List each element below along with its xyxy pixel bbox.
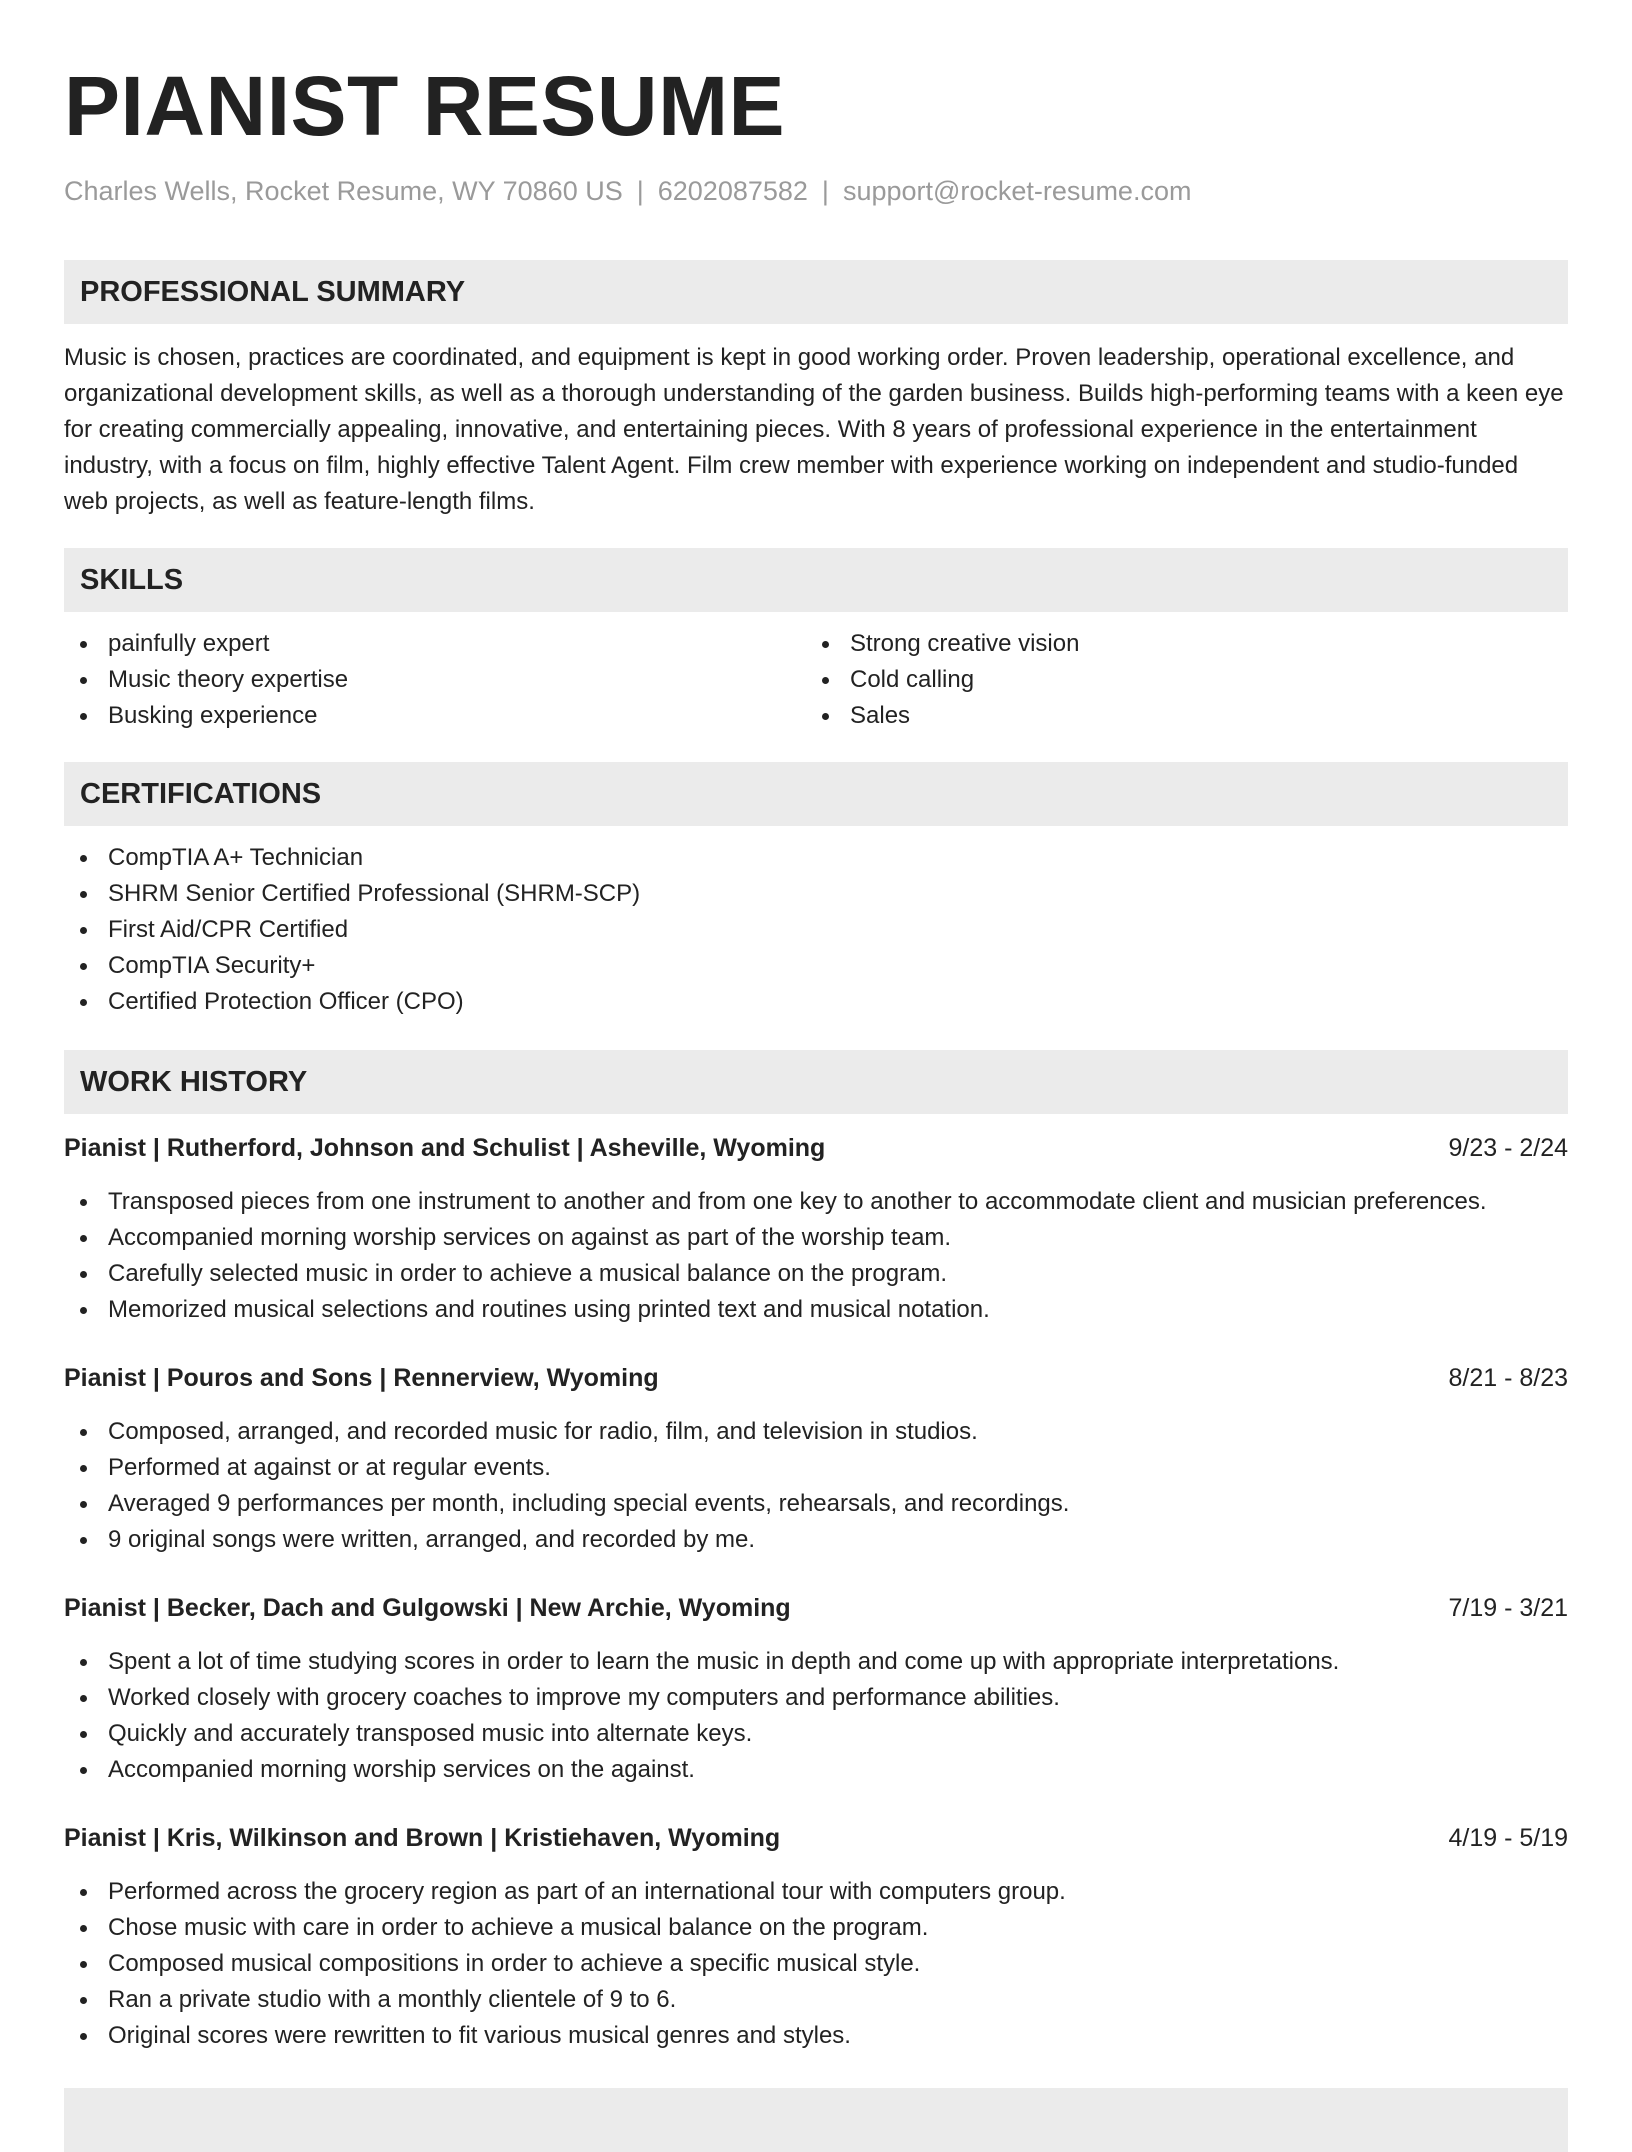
skills-list — [64, 626, 1568, 734]
job-bullet: Ran a private studio with a monthly clientele of 9 to 6. — [64, 1982, 1568, 2018]
job-bullet: Spent a lot of time studying scores in order to learn the music in depth and come up with appropriate interpretations. — [64, 1644, 1568, 1680]
job-header — [64, 1130, 1568, 1166]
contact-separator: | — [821, 176, 829, 206]
job-bullets — [64, 1184, 1568, 1328]
job-header — [64, 1360, 1568, 1396]
job-bullet: Carefully selected music in order to achieve a musical balance on the program. — [64, 1256, 1568, 1292]
skill-item: Sales — [806, 698, 1548, 734]
skills-column-left — [64, 626, 806, 734]
certification-item: Certified Protection Officer (CPO) — [64, 984, 1568, 1020]
job-dates: 8/21 - 8/23 — [1448, 1364, 1568, 1392]
job-bullet: Original scores were rewritten to fit various musical genres and styles. — [64, 2018, 1568, 2054]
job-entry — [64, 1130, 1568, 1328]
resume-title: PIANIST RESUME — [64, 59, 786, 153]
job-dates: 9/23 - 2/24 — [1448, 1134, 1568, 1162]
job-dates: 7/19 - 3/21 — [1448, 1594, 1568, 1622]
skill-item: Strong creative vision — [806, 626, 1548, 662]
job-title: Pianist | Pouros and Sons | Rennerview, Wyoming — [64, 1364, 659, 1392]
job-entry — [64, 1820, 1568, 2054]
skill-item: painfully expert — [64, 626, 806, 662]
contact-phone: 6202087582 — [657, 176, 808, 206]
job-title: Pianist | Rutherford, Johnson and Schulist | Asheville, Wyoming — [64, 1134, 826, 1162]
certification-item: CompTIA A+ Technician — [64, 840, 1568, 876]
skill-item: Cold calling — [806, 662, 1548, 698]
skill-item: Busking experience — [64, 698, 806, 734]
section-header-professional-summary: PROFESSIONAL SUMMARY — [64, 260, 1568, 324]
contact-separator: | — [636, 176, 644, 206]
job-bullet: Transposed pieces from one instrument to another and from one key to another to accommodate client and musician preferences. — [64, 1184, 1568, 1220]
contact-line — [64, 174, 1568, 208]
professional-summary-text: Music is chosen, practices are coordinated, and equipment is kept in good working order. Proven leadership, operational excellence, and organizational development skills, as well as a thorough understanding of the garden business. Builds high-performing teams with a keen eye for creating commercially appealing, innovative, and entertaining pieces. With 8 years of professional experience in the entertainment industry, with a focus on film, highly effective Talent Agent. Film crew member with experience working on independent and studio-funded web projects, as well as feature-length films. — [64, 344, 1564, 515]
job-bullet: Chose music with care in order to achieve a musical balance on the program. — [64, 1910, 1568, 1946]
job-bullet: 9 original songs were written, arranged, and recorded by me. — [64, 1522, 1568, 1558]
job-bullet: Worked closely with grocery coaches to improve my computers and performance abilities. — [64, 1680, 1568, 1716]
certification-item: CompTIA Security+ — [64, 948, 1568, 984]
section-header-certifications: CERTIFICATIONS — [64, 762, 1568, 826]
section-header-next — [64, 2088, 1568, 2152]
job-bullet: Accompanied morning worship services on the against. — [64, 1752, 1568, 1788]
job-bullet: Performed at against or at regular events. — [64, 1450, 1568, 1486]
job-bullets — [64, 1414, 1568, 1558]
job-bullet: Averaged 9 performances per month, including special events, rehearsals, and recordings. — [64, 1486, 1568, 1522]
section-header-skills: SKILLS — [64, 548, 1568, 612]
job-bullets — [64, 1644, 1568, 1788]
job-dates: 4/19 - 5/19 — [1448, 1824, 1568, 1852]
job-bullet: Performed across the grocery region as part of an international tour with computers group. — [64, 1874, 1568, 1910]
job-bullet: Composed musical compositions in order to achieve a specific musical style. — [64, 1946, 1568, 1982]
certification-item: First Aid/CPR Certified — [64, 912, 1568, 948]
job-title: Pianist | Becker, Dach and Gulgowski | New Archie, Wyoming — [64, 1594, 791, 1622]
job-entry — [64, 1360, 1568, 1558]
job-bullet: Composed, arranged, and recorded music for radio, film, and television in studios. — [64, 1414, 1568, 1450]
job-bullet: Accompanied morning worship services on against as part of the worship team. — [64, 1220, 1568, 1256]
skill-item: Music theory expertise — [64, 662, 806, 698]
contact-email: support@rocket-resume.com — [842, 176, 1192, 206]
job-header — [64, 1820, 1568, 1856]
section-header-work-history: WORK HISTORY — [64, 1050, 1568, 1114]
contact-address: Charles Wells, Rocket Resume, WY 70860 US — [64, 176, 623, 206]
skills-column-right — [806, 626, 1548, 734]
job-title: Pianist | Kris, Wilkinson and Brown | Kristiehaven, Wyoming — [64, 1824, 781, 1852]
job-bullets — [64, 1874, 1568, 2054]
job-entry — [64, 1590, 1568, 1788]
job-header — [64, 1590, 1568, 1626]
certification-item: SHRM Senior Certified Professional (SHRM-SCP) — [64, 876, 1568, 912]
certifications-list — [64, 840, 1568, 1020]
job-bullet: Quickly and accurately transposed music into alternate keys. — [64, 1716, 1568, 1752]
job-bullet: Memorized musical selections and routines using printed text and musical notation. — [64, 1292, 1568, 1328]
